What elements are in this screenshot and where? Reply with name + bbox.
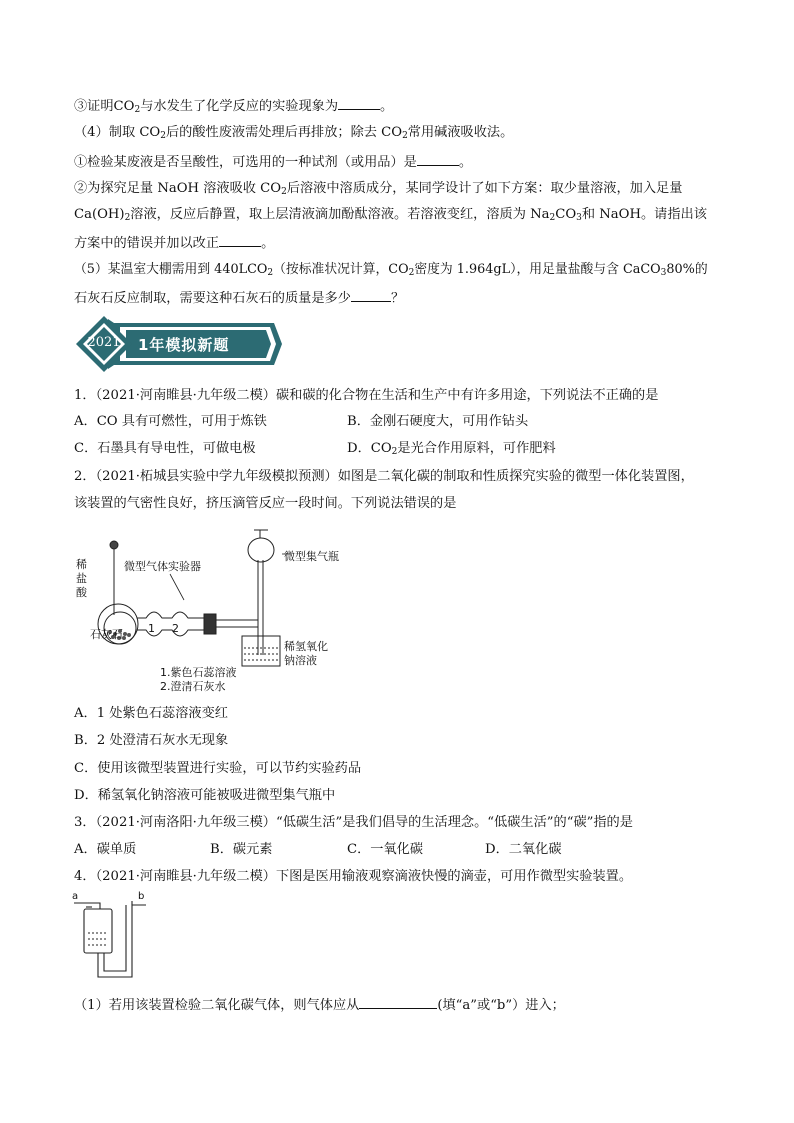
q2-stem-line2: 该装置的气密性良好，挤压滴管反应一段时间。下列说法错误的是 (74, 496, 457, 511)
q4-stem: 4．（2021·河南睢县·九年级二模）下图是医用输液观察滴液快慢的滴壶，可用作微型实验装置。 (74, 869, 633, 884)
label-a: a (72, 891, 79, 902)
banner-year: 2021 (87, 335, 121, 350)
question-4-2-line1: ②为探究足量 NaOH 溶液吸收 $CO_2$后溶液中溶质成分，某同学设计了如下方案：取少量溶液，加入足量 (74, 181, 683, 197)
question-4-intro: （4）制取 $CO_2$后的酸性废液需处理后再排放；除去 $CO_2$常用碱液吸收法。 (74, 125, 514, 141)
co2-apparatus-figure (74, 520, 374, 700)
q1-option-c[interactable]: C．石墨具有导电性，可做电极 (74, 441, 256, 456)
q1-stem: 1．（2021·河南睢县·九年级二模）碳和碳的化合物在生活和生产中有许多用途，下列说法不正确的是 (74, 388, 659, 403)
figure-legend: 1.紫色石蕊溶液 2.澄清石灰水 (160, 666, 237, 693)
q2-stem-line1: 2．（2021·柘城县实验中学九年级模拟预测）如图是二氧化碳的制取和性质探究实验的微型一体化装置图， (74, 469, 694, 484)
q3-option-c[interactable]: C．一氧化碳 (347, 842, 424, 857)
drip-chamber-figure (70, 893, 170, 985)
question-5-line2: 石灰石反应制取，需要这种石灰石的质量是多少 ？ (74, 288, 404, 308)
banner-title: 1年模拟新题 (138, 336, 230, 354)
section-banner (74, 314, 284, 374)
label-collection-bottle: 微型集气瓶 (284, 550, 339, 563)
q3-stem: 3．（2021·河南洛阳·九年级三模）“低碳生活”是我们倡导的生活理念。“低碳生活”的“碳”指的是 (74, 815, 633, 830)
question-3-3: ③证明$CO_2$与水发生了化学反应的实验现象为 。 (74, 96, 393, 116)
q2-option-a[interactable]: A．1 处紫色石蕊溶液变红 (74, 706, 228, 721)
q3-option-d[interactable]: D．二氧化碳 (485, 842, 562, 857)
answer-blank[interactable] (351, 288, 391, 302)
answer-blank[interactable] (219, 233, 261, 247)
q1-option-a[interactable]: A．CO 具有可燃性，可用于炼铁 (74, 414, 267, 429)
q2-option-d[interactable]: D．稀氢氧化钠溶液可能被吸进微型集气瓶中 (74, 788, 336, 803)
question-5-line1: （5）某温室大棚需用到 $440LCO_2$（按标准状况计算，$CO_2$密度为 1.964gL），用足量盐酸与含 CaCO$_3$80%的 (74, 262, 708, 278)
q1-option-b[interactable]: B．金刚石硬度大，可用作钻头 (347, 414, 529, 429)
question-4-2-line3: 方案中的错误并加以改正 。 (74, 233, 274, 253)
label-position-2: 2 (172, 622, 179, 635)
q3-option-a[interactable]: A．碳单质 (74, 842, 137, 857)
answer-blank[interactable] (338, 96, 380, 110)
q2-option-c[interactable]: C．使用该微型装置进行实验，可以节约实验药品 (74, 761, 362, 776)
label-micro-experimenter: 微型气体实验器 (124, 560, 201, 573)
answer-blank[interactable] (359, 995, 437, 1009)
question-4-1: ①检验某废液是否呈酸性，可选用的一种试剂（或用品）是 。 (74, 152, 472, 172)
question-4-2-line2: $Ca(OH)_2$溶液，反应后静置，取上层清液滴加酚酞溶液。若溶液变红，溶质为 $Na_2CO_3$和 NaOH。请指出该 (74, 207, 707, 223)
label-acid: 稀 盐 酸 (76, 558, 87, 599)
q3-option-b[interactable]: B．碳元素 (210, 842, 273, 857)
q2-option-b[interactable]: B．2 处澄清石灰水无现象 (74, 733, 229, 748)
label-naoh-solution: 稀氢氧化 钠溶液 (284, 640, 328, 667)
q4-sub1: （1）若用该装置检验二氧化碳气体，则气体应从 (填“a”或“b”）进入； (74, 995, 565, 1015)
q1-option-d[interactable]: D．$CO_2$是光合作用原料，可作肥料 (347, 441, 556, 457)
label-position-1: 1 (148, 622, 155, 635)
label-b: b (138, 891, 145, 902)
answer-blank[interactable] (417, 152, 459, 166)
label-limestone: 石灰石 (90, 628, 123, 641)
